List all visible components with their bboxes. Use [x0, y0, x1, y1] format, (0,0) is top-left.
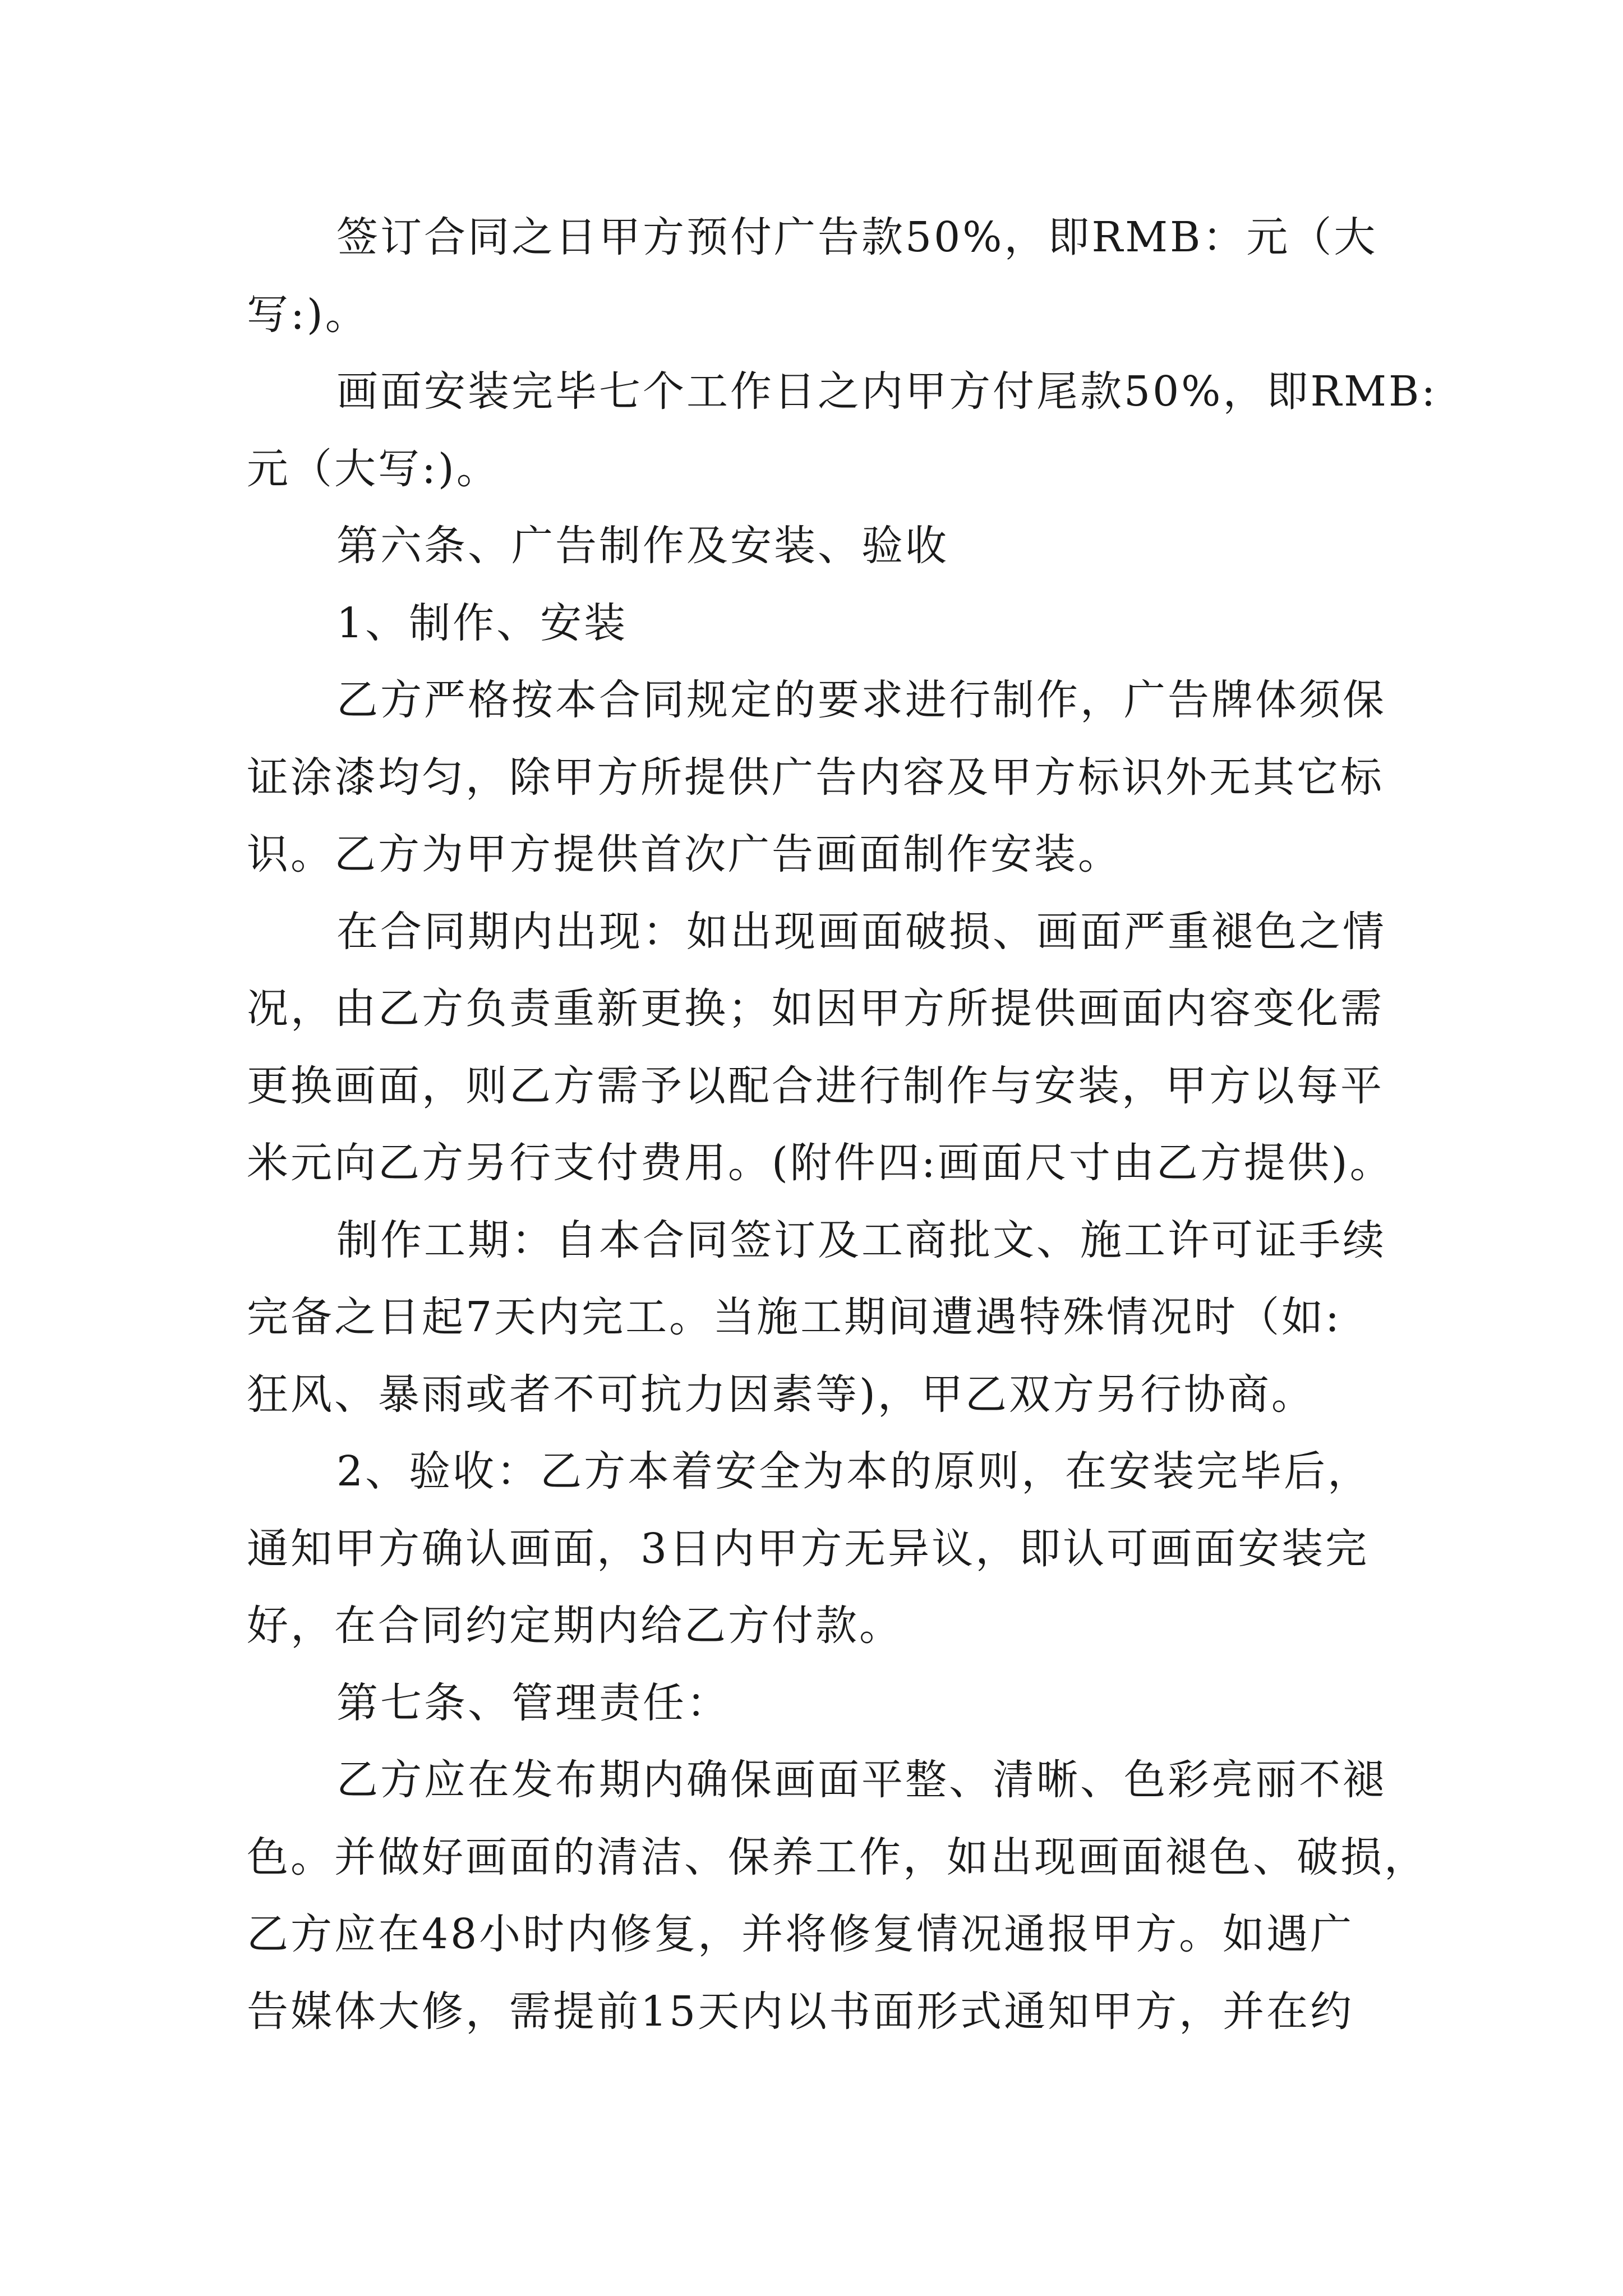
text-line: 况，由乙方负责重新更换；如因甲方所提供画面内容变化需: [247, 984, 1384, 1033]
text-line: 制作工期：自本合同签订及工商批文、施工许可证手续: [336, 1216, 1386, 1264]
text-line: 完备之日起7天内完工。当施工期间遭遇特殊情况时（如:: [247, 1293, 1342, 1341]
text-line: 第七条、管理责任：: [336, 1678, 730, 1727]
text-line: 狂风、暴雨或者不可抗力因素等)，甲乙双方另行协商。: [247, 1370, 1315, 1419]
text-line: 元（大写:)。: [247, 444, 500, 493]
text-line: 1、制作、安装: [336, 599, 628, 647]
text-line: 画面安装完毕七个工作日之内甲方付尾款50%，即RMB:: [336, 367, 1438, 416]
text-line: 乙方应在发布期内确保画面平整、清晰、色彩亮丽不褪: [336, 1756, 1386, 1804]
text-line: 告媒体大修，需提前15天内以书面形式通知甲方，并在约: [247, 1987, 1354, 2036]
text-line: 乙方严格按本合同规定的要求进行制作，广告牌体须保: [336, 676, 1386, 724]
text-line: 在合同期内出现：如出现画面破损、画面严重褪色之情: [336, 907, 1386, 956]
text-line: 米元向乙方另行支付费用。(附件四:画面尺寸由乙方提供)。: [247, 1139, 1394, 1187]
document-body: [247, 199, 1438, 2050]
text-line: 好，在合同约定期内给乙方付款。: [247, 1602, 903, 1650]
text-line: 识。乙方为甲方提供首次广告画面制作安装。: [247, 830, 1122, 878]
text-line: 签订合同之日甲方预付广告款50%，即RMB：元（大: [336, 213, 1378, 261]
text-line: 写:)。: [247, 290, 369, 339]
text-line: 色。并做好画面的清洁、保养工作，如出现画面褪色、破损，: [247, 1833, 1428, 1881]
text-line: 证涂漆均匀，除甲方所提供广告内容及甲方标识外无其它标: [247, 753, 1384, 802]
text-line: 2、验收：乙方本着安全为本的原则，在安装完毕后，: [336, 1447, 1372, 1496]
text-line: 第六条、广告制作及安装、验收: [336, 522, 949, 570]
text-line: 乙方应在48小时内修复，并将修复情况通报甲方。如遇广: [247, 1910, 1354, 1958]
text-line: 更换画面，则乙方需予以配合进行制作与安装，甲方以每平: [247, 1061, 1384, 1110]
text-line: 通知甲方确认画面，3日内甲方无异议，即认可画面安装完: [247, 1524, 1370, 1573]
